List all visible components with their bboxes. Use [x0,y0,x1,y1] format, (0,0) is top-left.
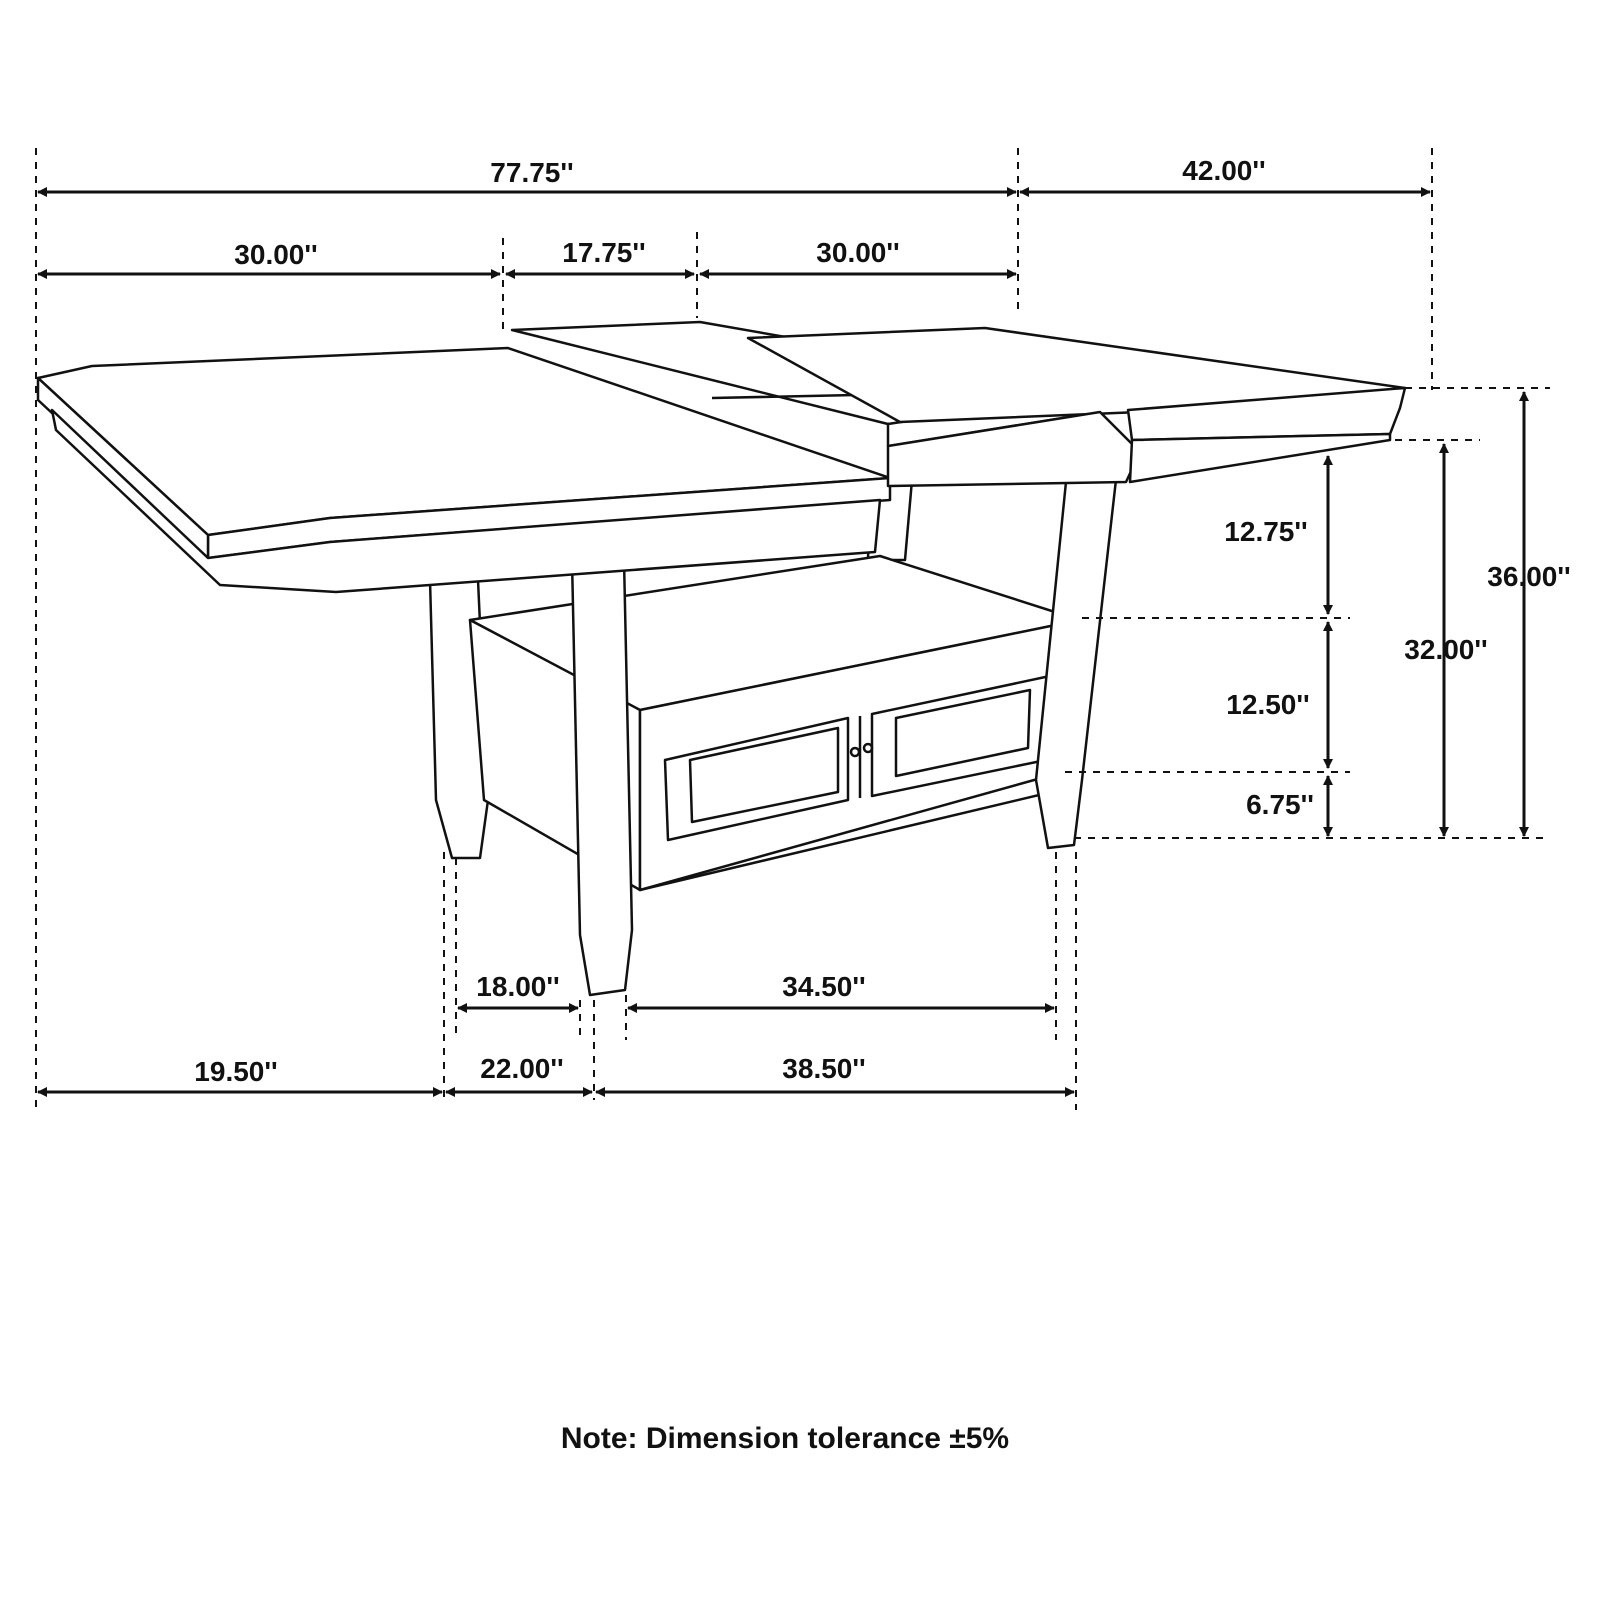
label-leg-width-outer: 22.00'' [480,1053,564,1084]
label-total-height: 36.00'' [1487,561,1571,592]
label-left-leaf: 30.00'' [234,239,318,270]
label-leg-width-inner: 18.00'' [476,971,560,1002]
right-apron [1130,434,1390,482]
front-right-leg [1036,462,1118,848]
label-overall-length: 77.75'' [490,157,574,188]
label-butterfly-leaf: 17.75'' [562,237,646,268]
label-shelf-to-bottom: 12.50'' [1226,689,1310,720]
front-left-leg [572,560,632,995]
label-leg-span-inner: 34.50'' [782,971,866,1002]
tolerance-note: Note: Dimension tolerance ±5% [560,1422,1010,1455]
label-depth: 42.00'' [1182,155,1266,186]
label-apron-to-shelf: 12.75'' [1224,516,1308,547]
label-overhang-left: 19.50'' [194,1056,278,1087]
label-right-leaf: 30.00'' [816,237,900,268]
label-apron-height: 32.00'' [1404,634,1488,665]
table-illustration [38,322,1405,995]
label-leg-span-outer: 38.50'' [782,1053,866,1084]
label-bottom-clearance: 6.75'' [1246,789,1314,820]
